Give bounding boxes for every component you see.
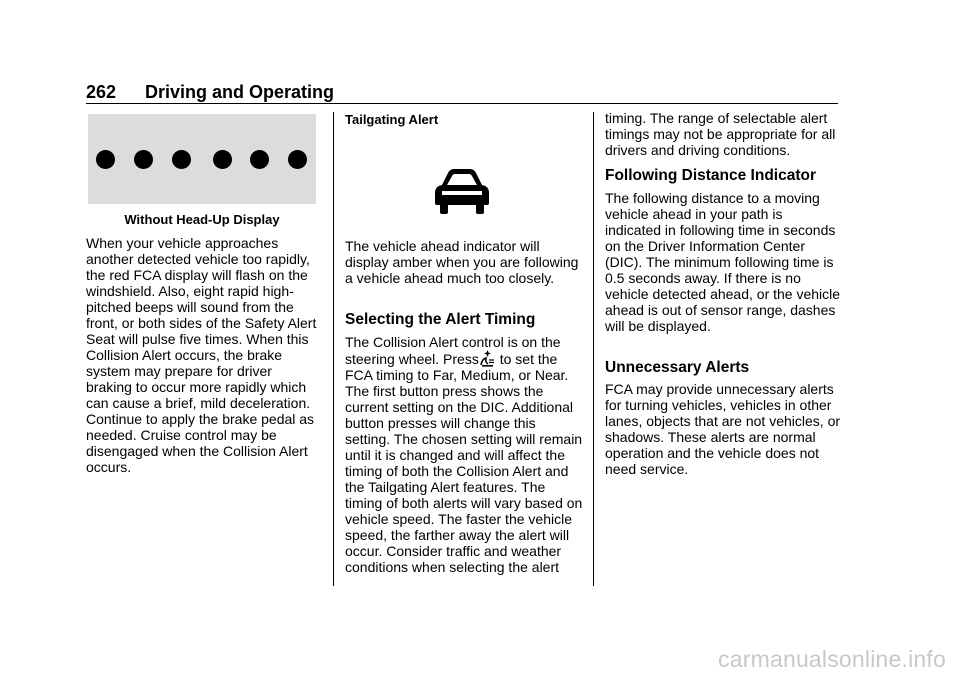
figure-caption: Without Head-Up Display: [124, 212, 280, 227]
watermark: carmanualsonline.info: [718, 646, 946, 672]
alert-timing-continued-paragraph: timing. The range of selectable alert timings may not be appropriate for all drivers and driving conditions.: [605, 110, 836, 158]
fca-light-dot: [213, 150, 232, 169]
fca-light-dot: [288, 150, 307, 169]
unnecessary-alerts-paragraph: FCA may provide unnecessary alerts for turning vehicles, vehicles in other lanes, objects that are not vehicles, or shadows. These alerts are normal operation and the vehicle does not need service.: [605, 381, 841, 477]
unnecessary-alerts-heading: Unnecessary Alerts: [605, 359, 750, 376]
collision-alert-paragraph: When your vehicle approaches another detected vehicle too rapidly, the red FCA display will flash on the windshield. Also, eight rapid high-pitched beeps will sound from the front, or both sides of the Safety Alert Seat will pulse five times. When this Collision Alert occurs, the brake system may prepare for driver braking to occur more rapidly which can cause a brief, mild deceleration. Continue to apply the brake pedal as needed. Cruise control may be disengaged when the Collision Alert occurs.: [86, 235, 317, 475]
fca-light-dot: [96, 150, 115, 169]
alert-timing-text-after: to set the FCA timing to Far, Medium, or Near. The first button press shows the current setting on the DIC. Additional button presses will change this setting. The chosen setting will remain until it is changed and will affect the timing of both the Collision Alert and the Tailgating Alert features. The timing of both alerts will vary based on vehicle speed. The faster the vehicle speed, the farther away the alert will occur. Consider traffic and weather conditions when selecting the alert: [345, 351, 583, 575]
section-title: Driving and Operating: [145, 82, 335, 102]
collision-alert-timing-icon: [480, 350, 495, 367]
page-header: [86, 82, 838, 104]
tailgating-alert-paragraph: The vehicle ahead indicator will display amber when you are following a vehicle ahead much too closely.: [345, 238, 579, 286]
selecting-alert-timing-heading: Selecting the Alert Timing: [345, 311, 536, 328]
alert-timing-text-before: The Collision Alert control is on the steering wheel. Press: [345, 334, 561, 367]
tailgating-alert-subheading: Tailgating Alert: [345, 112, 439, 127]
following-distance-paragraph: The following distance to a moving vehicle ahead in your path is indicated in following time in seconds on the Driver Information Center (DIC). The minimum following time is 0.5 seconds away. If there is no vehicle detected ahead, or the vehicle ahead is out of sensor range, dashes will be displayed.: [605, 190, 841, 334]
following-distance-heading: Following Distance Indicator: [605, 167, 816, 184]
fca-display-figure: [88, 114, 316, 204]
fca-light-dot: [134, 150, 153, 169]
fca-light-dot: [250, 150, 269, 169]
fca-light-dot: [172, 150, 191, 169]
vehicle-ahead-icon: [432, 167, 492, 215]
page-number: 262: [86, 82, 117, 102]
column-divider: [593, 112, 594, 586]
column-divider: [333, 112, 334, 586]
alert-timing-paragraph: [345, 334, 583, 575]
